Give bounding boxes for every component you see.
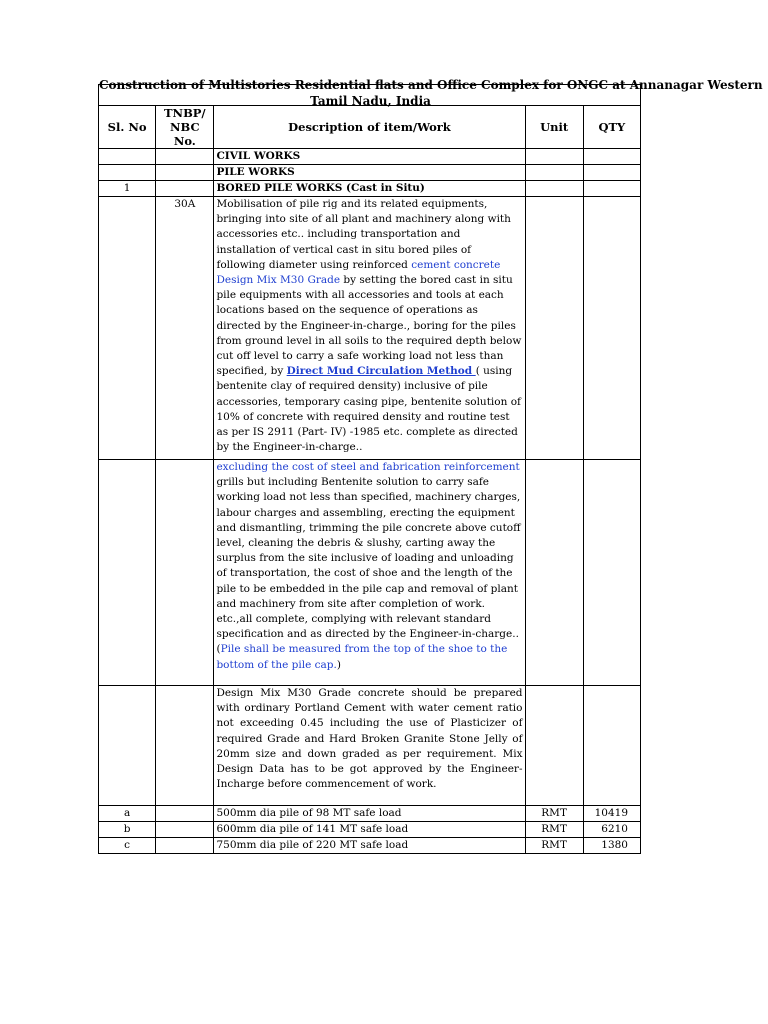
para1-text-c: ( using bentenite clay of required density) inclusive of pile accessories, temporary casing pipe, bentenite solution of 10% of concrete with required density and routine test as per IS 2911 (Part- IV) -1985 etc. complete as directed by the Engineer-in-charge.. [216, 365, 521, 454]
title-line-1: Construction of Multistories Residential flats and Office Complex for ONGC at Annanagar Western [99, 78, 763, 92]
para2-measurement-note: Pile shall be measured from the top of the shoe to the bottom of the pile cap. [216, 643, 508, 671]
header-sl-no: Sl. No [99, 106, 156, 149]
section-row-pile [99, 165, 641, 181]
section-pile-works: PILE WORKS [214, 165, 525, 181]
subitem-row [99, 806, 641, 822]
item-1-para-3: Design Mix M30 Grade concrete should be prepared with ordinary Portland Cement with water cement ratio not exceeding 0.45 including the use of Plasticizer of required Grade and Hard Broken Granite Stone Jelly of 20mm size and down graded as per requirement. Mix Design Data has to be got approved by the Engineer-Incharge before commencement of work. [214, 686, 525, 806]
header-code: TNBP/ NBC No. [156, 106, 214, 149]
boq-table [98, 105, 641, 854]
para2-end: ) [336, 658, 341, 671]
header-unit: Unit [525, 106, 583, 149]
subitem-sl: b [99, 822, 156, 838]
subitem-unit: RMT [525, 838, 583, 854]
para2-exclusion: excluding the cost of steel and fabrication reinforcement [216, 461, 520, 473]
item-1-code: 30A [156, 197, 214, 460]
item-1-desc-row-3 [99, 686, 641, 806]
subitem-desc: 750mm dia pile of 220 MT safe load [214, 838, 525, 854]
item-1-para-1 [214, 197, 525, 460]
para2-text: grills but including Bentenite solution to carry safe working load not less than specified, machinery charges, labour charges and assembling, erecting the equipment and dismantling, trimming the pile concrete above cutoff level, cleaning the debris & slushy, carting away the surplus from the site inclusive of loading and unloading of transportation, the cost of shoe and the length of the pile to be embedded in the pile cap and removal of plant and machinery from site after completion of work. etc.,all complete, complying with relevant standard specification and as directed by the Engineer-in-charge.. ( [216, 476, 521, 656]
para1-text-a: Mobilisation of pile rig and its related equipments, bringing into site of all plant and machinery along with accessories etc.. including transportation and installation of vertical cast in situ bored piles of following diameter using reinforced [216, 198, 511, 271]
subitem-qty: 1380 [583, 838, 640, 854]
title-line-2: Tamil Nadu, India [310, 94, 431, 108]
item-1-sl: 1 [99, 181, 156, 197]
section-bored-pile: BORED PILE WORKS (Cast in Situ) [214, 181, 525, 197]
direct-mud-circulation-link[interactable]: Direct Mud Circulation Method [286, 365, 476, 378]
subitem-row [99, 822, 641, 838]
section-civil-works: CIVIL WORKS [214, 149, 525, 165]
sheet-title [98, 78, 763, 108]
subitem-qty: 6210 [583, 822, 640, 838]
subitem-sl: a [99, 806, 156, 822]
item-1-desc-row-2 [99, 460, 641, 686]
subitem-qty: 10419 [583, 806, 640, 822]
section-row-bored [99, 181, 641, 197]
para1-text-b: by setting the bored cast in situ pile equipments with all accessories and tools at each locations based on the sequence of operations as directed by the Engineer-in-charge., boring for the piles from ground level in all soils to the required depth below cut off level to carry a safe working load not less than specified, by [216, 274, 522, 378]
item-1-desc-row [99, 197, 641, 460]
header-qty: QTY [583, 106, 640, 149]
subitem-desc: 500mm dia pile of 98 MT safe load [214, 806, 525, 822]
para1-concrete-grade: cement concrete Design Mix M30 Grade [216, 258, 501, 287]
subitem-desc: 600mm dia pile of 141 MT safe load [214, 822, 525, 838]
subitem-row [99, 838, 641, 854]
section-row-civil [99, 149, 641, 165]
subitem-unit: RMT [525, 806, 583, 822]
item-1-para-2 [214, 460, 525, 686]
header-row [99, 106, 641, 149]
header-description: Description of item/Work [214, 106, 525, 149]
subitem-unit: RMT [525, 822, 583, 838]
subitem-sl: c [99, 838, 156, 854]
